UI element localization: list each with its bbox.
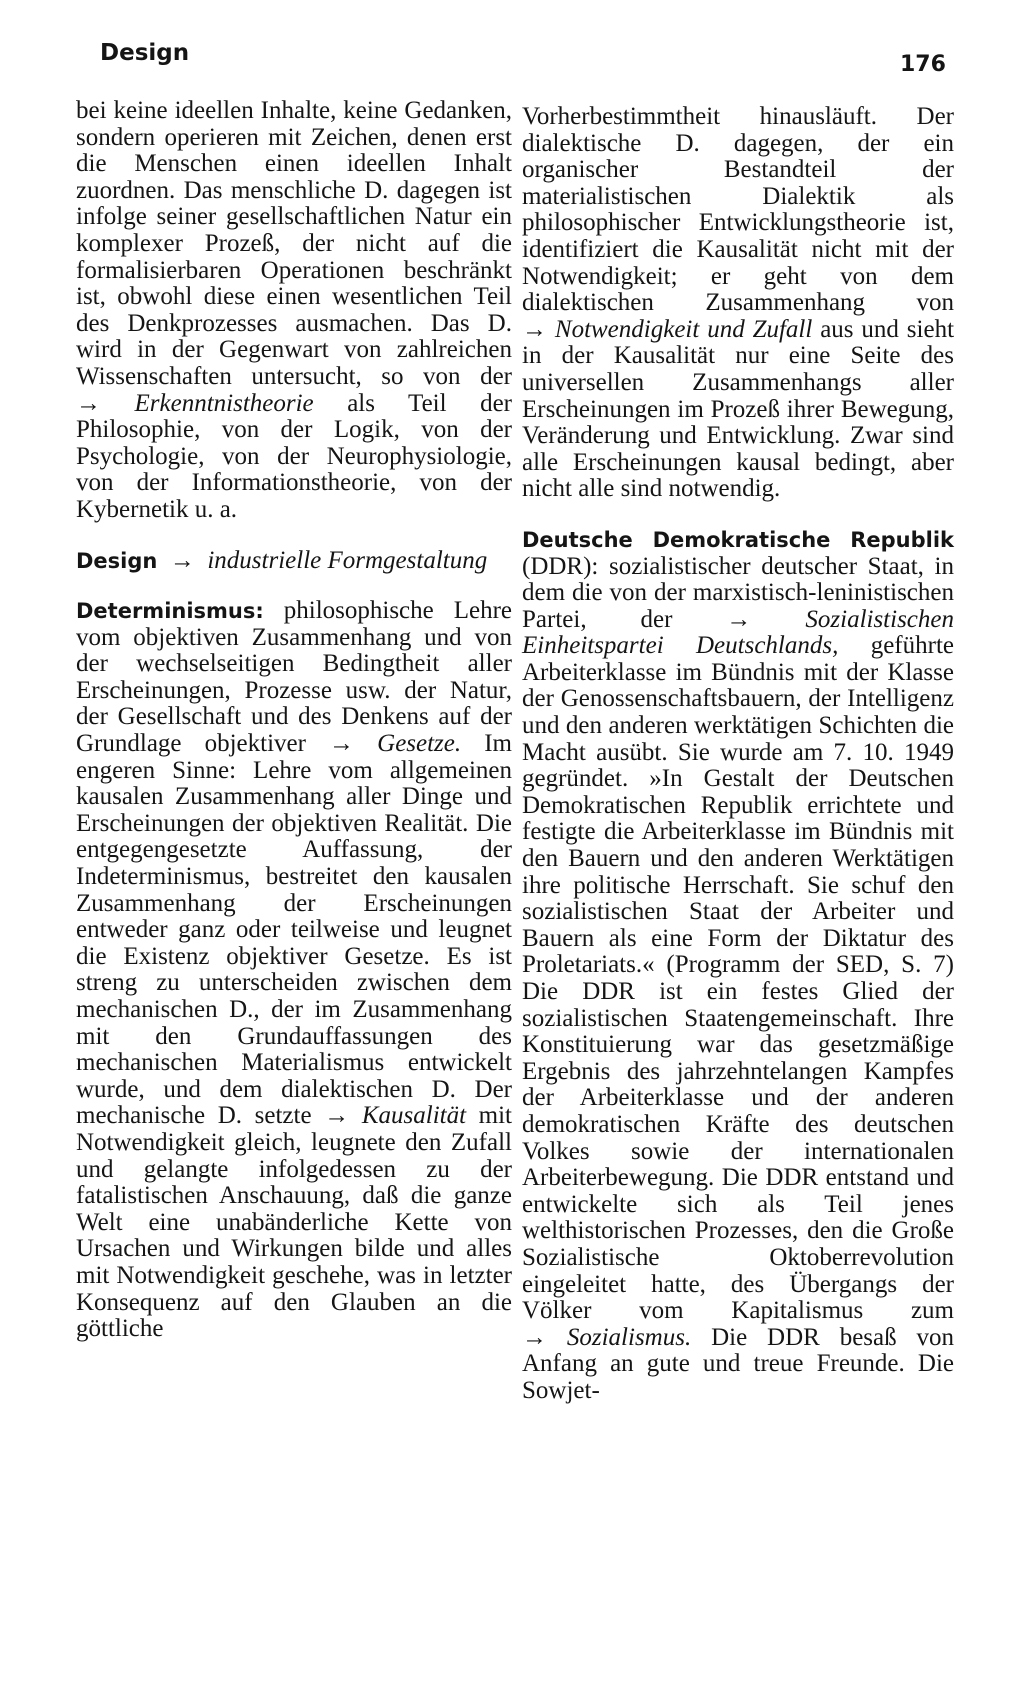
cross-reference: Erkenntnistheorie bbox=[134, 389, 314, 417]
entry-determinismus-continuation bbox=[522, 104, 954, 503]
cross-reference-arrow: → bbox=[726, 605, 752, 633]
cross-reference-arrow: → bbox=[329, 730, 355, 758]
entry-text: Vorherbestimmtheit hinausläuft. Der dialektische D. dagegen, der ein organischer Bestandteil der materialistischen Dialektik als philosophischer Entwicklungstheorie ist, identifiziert die Kausalität nicht mit der Notwendigkeit; er geht von dem dialektischen Zusammenhang von bbox=[522, 103, 954, 317]
right-column bbox=[522, 104, 954, 1405]
cross-reference: Notwendigkeit und Zufall bbox=[554, 315, 813, 343]
headword: Determinismus: bbox=[76, 599, 264, 624]
headword: Deutsche Demokratische Republik bbox=[522, 527, 954, 552]
left-column bbox=[76, 98, 512, 1343]
cross-reference-arrow: → bbox=[522, 315, 547, 343]
entry-design-formgestaltung bbox=[76, 548, 512, 575]
running-head: Design bbox=[100, 40, 190, 66]
entry-text: Im engeren Sinne: Lehre vom allgemeinen kausalen Zusammenhang aller Dinge und Erscheinungen der objektiven Realität. Die entgegengesetzte Auffassung, der Indeterminismus, bestreitet den kausalen Zusammenhang der Erscheinungen entweder ganz oder teilweise und leugnet die Existenz objektiver Gesetze. Es ist streng zu unterscheiden zwischen dem mechanischen D., der im Zusammenhang mit den Grundauffassungen des mechanischen Materialismus entwickelt wurde, und dem dialektischen D. Der mechanische D. setzte bbox=[76, 730, 512, 1130]
cross-reference: Sozialismus. bbox=[566, 1323, 692, 1351]
entry-text: (DDR): sozialistischer deutscher Staat, in dem die von der marxistisch-leninistischen Partei, der bbox=[522, 552, 954, 633]
page-number: 176 bbox=[900, 52, 946, 77]
entry-text: aus und sieht in der Kausalität nur eine Seite des universellen Zusammenhangs aller Erscheinungen im Prozeß ihrer Bewegung, Veränderung und Entwicklung. Zwar sind alle Erscheinungen kausal bedingt, aber nicht alle sind notwendig. bbox=[522, 315, 955, 503]
entry-design-continuation bbox=[76, 98, 512, 524]
cross-reference-arrow: → bbox=[76, 389, 101, 417]
entry-text: geführte Arbeiterklasse im Bündnis mit der Klasse der Genossenschaftsbauern, der Intelligenz und den anderen werktätigen Schichten die Macht ausübt. Sie wurde am 7. 10. 1949 gegründet. »In Gestalt der Deutschen Demokratischen Republik errichtete und festigte die Arbeiterklasse im Bündnis mit den Bauern und den anderen Werktätigen ihre politische Herrschaft. Sie schuf den sozialistischen Staat der Arbeiter und Bauern als eine Form der Diktatur des Proletariats.« (Programm der SED, S. 7) Die DDR ist ein festes Glied der sozialistischen Staatengemeinschaft. Ihre Konstituierung war das gesetzmäßige Ergebnis des jahrzehntelangen Kampfes der Arbeiterklasse und der anderen demokratischen Kräfte des deutschen Volkes sowie der internationalen Arbeiterbewegung. Die DDR entstand und entwickelte sich als Teil jenes welthistorischen Prozesses, den die Große Sozialistische Oktoberrevolution eingeleitet hatte, des Übergangs der Völker vom Kapitalismus zum bbox=[522, 632, 954, 1325]
cross-reference: Kausalität bbox=[361, 1102, 467, 1130]
entry-text: mit Notwendigkeit gleich, leugnete den Zufall und gelangte infolgedessen zu der fatalistischen Anschauung, daß die ganze Welt eine unabänderliche Kette von Ursachen und Wirkungen bilde und alles mit Notwendigkeit geschehe, was in letzter Konsequenz auf den Glauben an die göttliche bbox=[76, 1102, 512, 1343]
entry-ddr bbox=[522, 527, 954, 1405]
entry-text: als Teil der Philosophie, von der Logik, von der Psychologie, von der Neurophysiologie, von der Informationstheorie, von der Kybernetik u. a. bbox=[76, 389, 512, 523]
entry-text: philosophische Lehre vom objektiven Zusammenhang und von der wechselseitigen Bedingtheit aller Erscheinungen, Prozesse usw. der Natur, der Gesellschaft und des Denkens auf der Grundlage objektiver bbox=[76, 597, 512, 758]
entry-text: bei keine ideellen Inhalte, keine Gedanken, sondern operieren mit Zeichen, denen erst die Menschen einen ideellen Inhalt zuordnen. Das menschliche D. dagegen ist infolge seiner gesellschaftlichen Natur ein komplexer Prozeß, der nicht auf die formalisierbaren Operationen beschränkt ist, obwohl diese einen wesentlichen Teil des Denkprozesses ausmachen. Das D. wird in der Gegenwart von zahlreichen Wissenschaften untersucht, so von der bbox=[76, 97, 512, 390]
headword: Design bbox=[76, 548, 158, 573]
cross-reference: Sozialistischen Einheitspartei Deutschlands, bbox=[522, 605, 954, 660]
cross-reference: industrielle Formgestaltung bbox=[207, 546, 488, 574]
entry-text: Die DDR besaß von Anfang an gute und treue Freunde. Die Sowjet- bbox=[522, 1323, 954, 1404]
cross-reference-arrow: → bbox=[324, 1102, 350, 1130]
cross-reference-arrow: → bbox=[522, 1323, 547, 1351]
cross-reference: Gesetze. bbox=[377, 730, 462, 758]
cross-reference-arrow: → bbox=[169, 546, 195, 574]
entry-determinismus bbox=[76, 598, 512, 1343]
